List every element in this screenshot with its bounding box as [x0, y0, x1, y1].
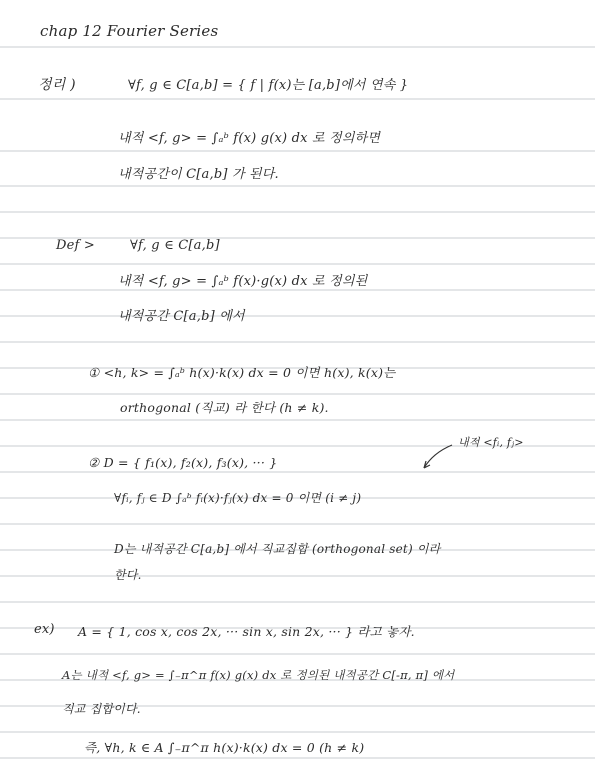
definition-line-2: 내적 <f, g> = ∫ₐᵇ f(x)·g(x) dx 로 정의된: [118, 274, 368, 289]
definition-line-1: ∀f, g ∈ C[a,b]: [130, 238, 220, 253]
def-item-2-line-3: D는 내적공간 C[a,b] 에서 직교집합 (orthogonal set) 이라: [114, 542, 441, 556]
note-arrow: [424, 445, 452, 468]
theorem-label: 정리 ): [38, 77, 76, 93]
def-item-2-line-4: 한다.: [114, 568, 142, 582]
example-line-3: 직교 집합이다.: [62, 702, 141, 716]
example-line-1: A = { 1, cos x, cos 2x, ··· sin x, sin 2x, ··· } 라고 놓자.: [78, 624, 415, 639]
theorem-line-1: ∀f, g ∈ C[a,b] = { f | f(x)는 [a,b]에서 연속 }: [128, 78, 409, 93]
def-item-2-line-2: ∀fᵢ, fⱼ ∈ D ∫ₐᵇ fᵢ(x)·fⱼ(x) dx = 0 이면 (i ≠ j): [114, 491, 362, 505]
def-item-1-line-1: ① <h, k> = ∫ₐᵇ h(x)·k(x) dx = 0 이면 h(x), k(x)는: [88, 365, 396, 380]
theorem-line-2: 내적 <f, g> = ∫ₐᵇ f(x) g(x) dx 로 정의하면: [118, 131, 381, 146]
example-line-4: 즉, ∀h, k ∈ A ∫₋π^π h(x)·k(x) dx = 0 (h ≠ k): [84, 740, 365, 755]
def-item-1-line-2: orthogonal (직교) 라 한다 (h ≠ k).: [120, 400, 329, 415]
page-title: chap 12 Fourier Series: [40, 22, 219, 40]
example-line-2: A는 내적 <f, g> = ∫₋π^π f(x) g(x) dx 로 정의된 내적공간 C[-π, π] 에서: [62, 668, 455, 682]
inner-product-note: 내적 <fᵢ, fⱼ>: [458, 436, 524, 449]
def-item-2-line-1: ② D = { f₁(x), f₂(x), f₃(x), ··· }: [88, 455, 278, 470]
theorem-line-3: 내적공간이 C[a,b] 가 된다.: [118, 167, 279, 182]
definition-label: Def >: [56, 238, 95, 253]
definition-line-3: 내적공간 C[a,b] 에서: [118, 309, 245, 324]
example-label: ex): [34, 622, 55, 637]
